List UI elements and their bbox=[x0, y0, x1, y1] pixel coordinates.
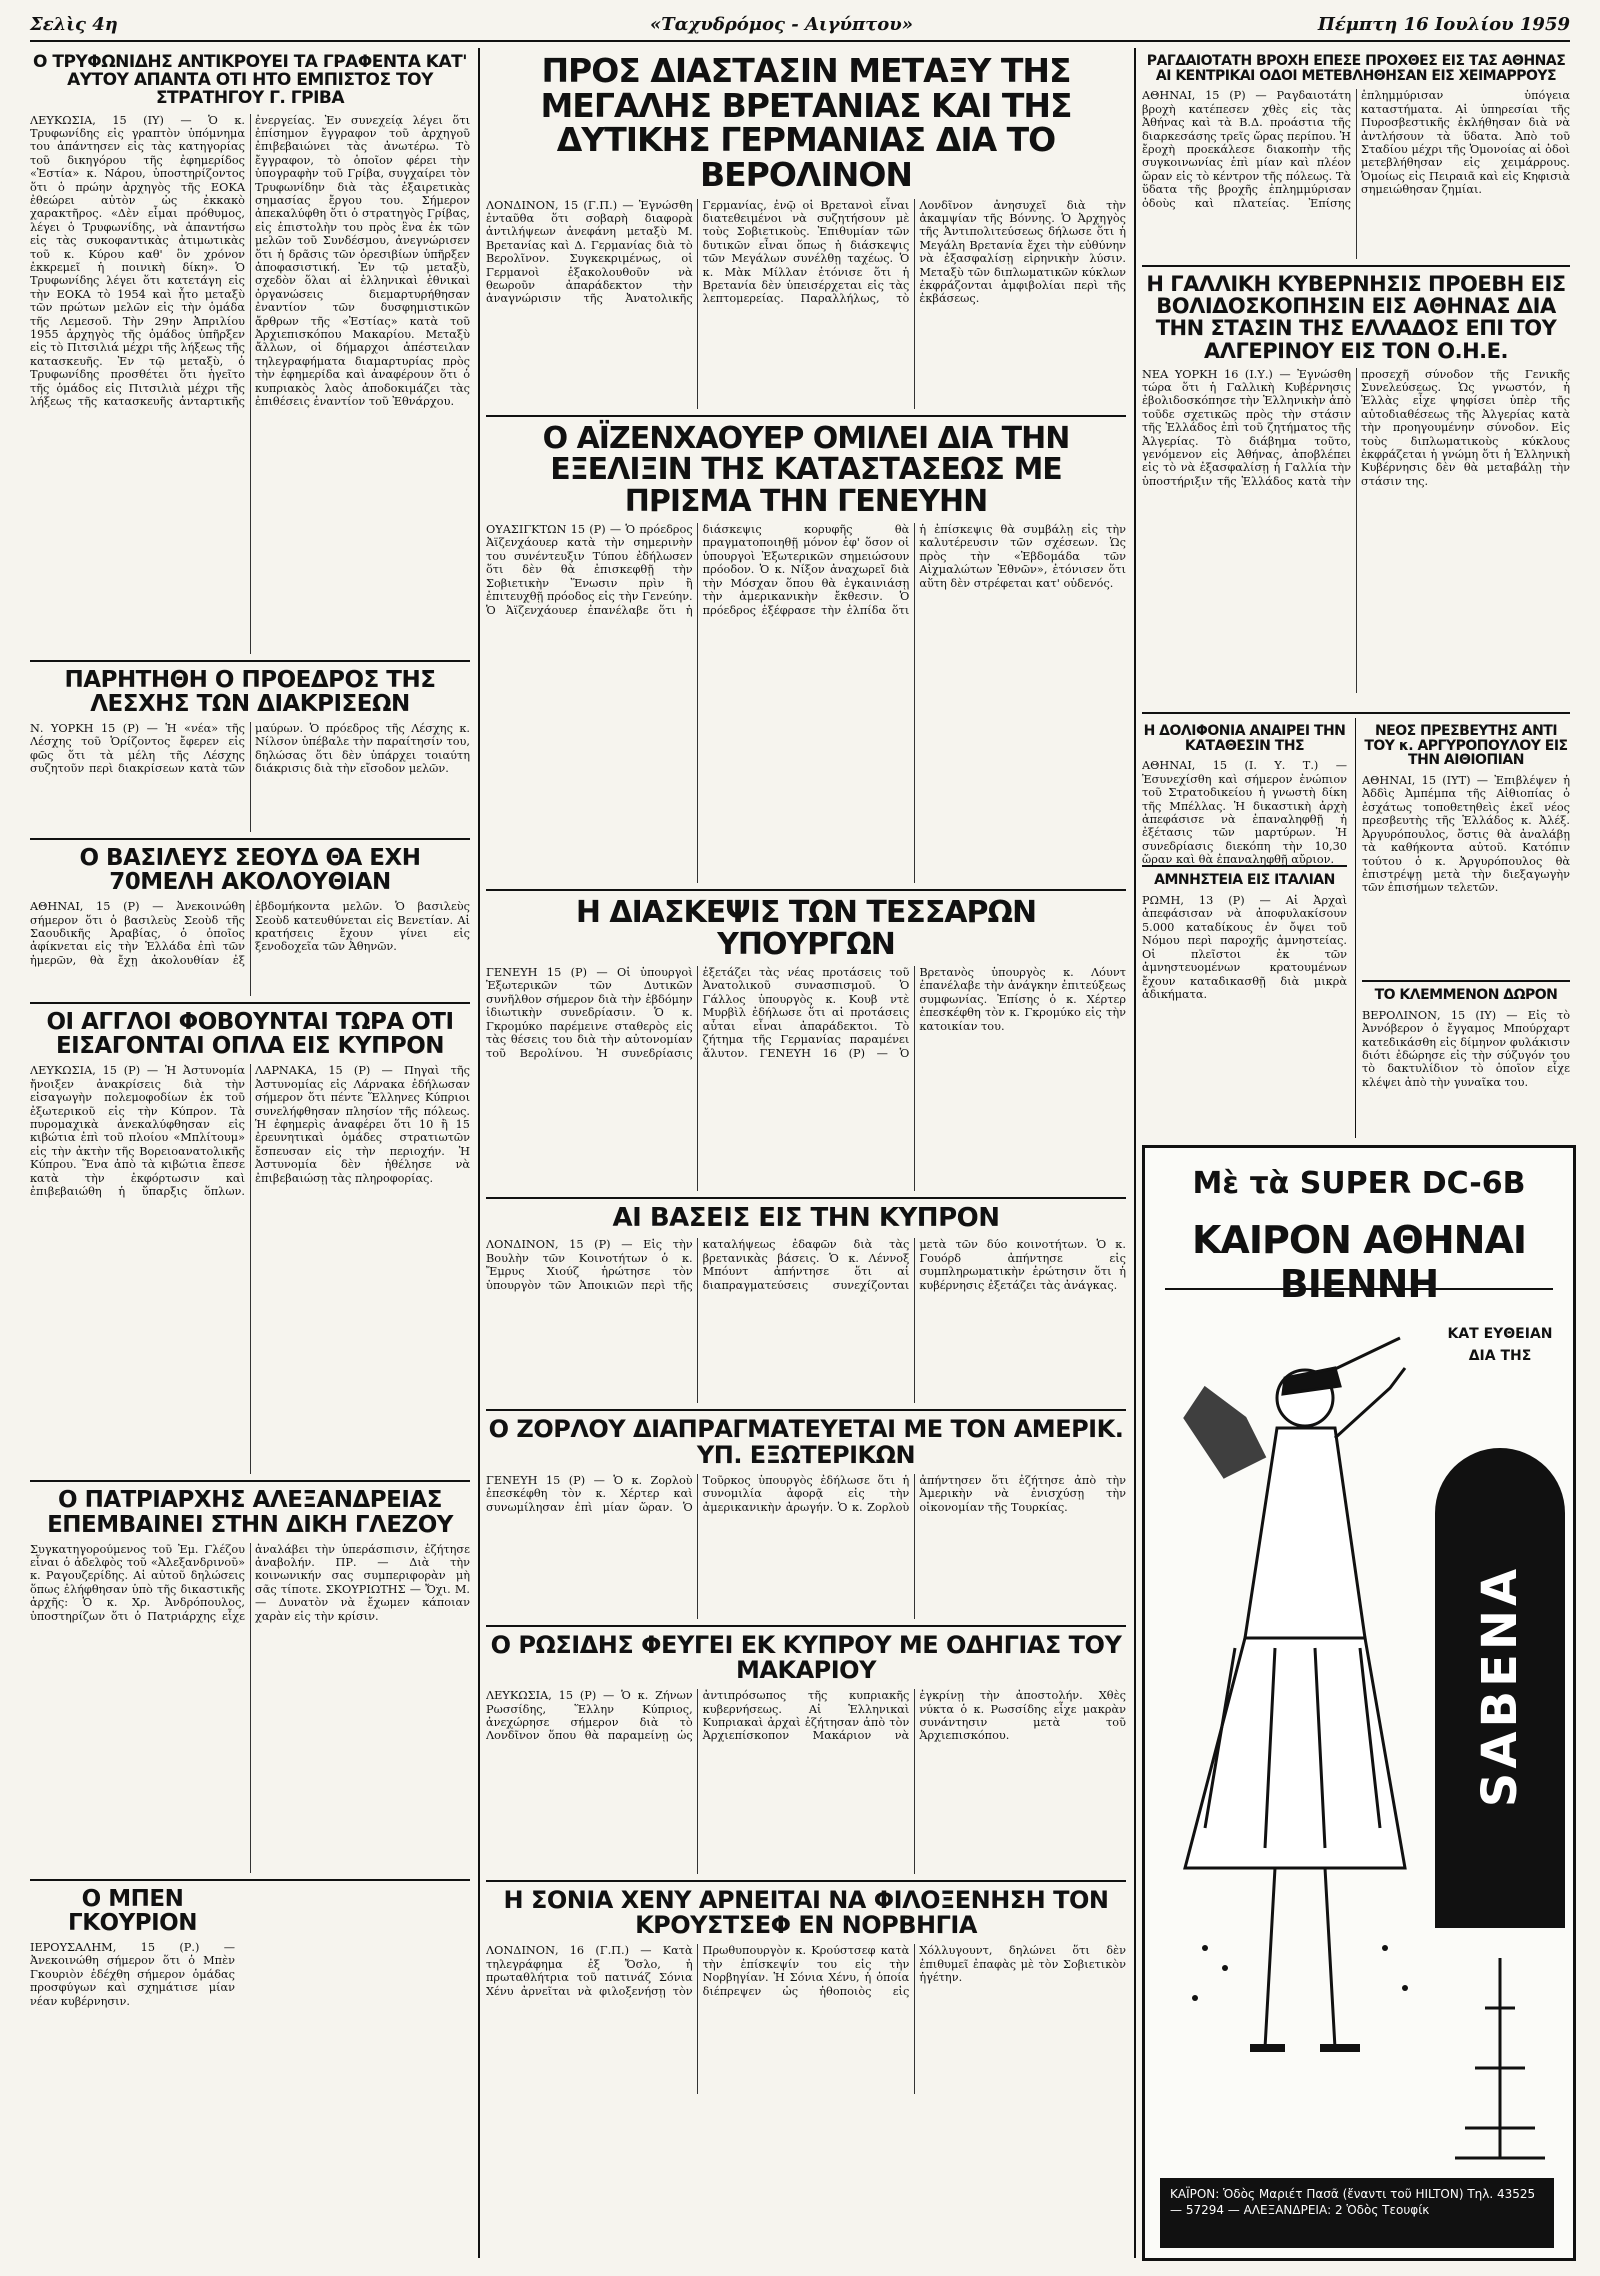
evzone-illustration bbox=[1165, 1308, 1425, 2088]
article-body: ΑΘΗΝΑΙ, 15 (Ρ) — Ἀνεκοινώθη σήμερον ὅτι ὁ βασιλεὺς Σεοὺδ τῆς Σαουδικῆς Ἀραβίας, ὁ ὁποῖος ἀφίκνεται εἰς τὴν Ἑλλάδα ἐπὶ τῶν ἡμερῶν, θὰ ἔχῃ ἀκολουθίαν ἐξ ἑβδομήκοντα μελῶν. Ὁ βασιλεὺς Σεοὺδ κατευθύνεται εἰς Βενετίαν. Αἱ κρατήσεις ἔχουν γίνει εἰς ξενοδοχεῖα τῶν Ἀθηνῶν. bbox=[30, 900, 470, 967]
headline-bella-case: Η ΔΟΛΙΦΟΝΙΑ ΑΝΑΙΡΕΙ ΤΗΝ ΚΑΤΑΘΕΣΙΝ ΤΗΣ bbox=[1143, 723, 1346, 754]
headline-eisenhower: Ο ΑΪΖΕΝΧΑΟΥΕΡ ΟΜΙΛΕΙ ΔΙΑ ΤΗΝ ΕΞΕΛΙΞΙΝ ΤΗΣ ΚΑΤΑΣΤΑΣΕΩΣ ΜΕ ΠΡΙΣΜΑ ΤΗΝ ΓΕΝΕΥΗΝ bbox=[542, 420, 1070, 519]
article-zorlu bbox=[486, 1474, 1126, 1619]
ad-divider bbox=[1165, 1288, 1553, 1290]
headline-amnesty: ΑΜΝΗΣΤΕΙΑ ΕΙΣ ΙΤΑΛΙΑΝ bbox=[1154, 872, 1335, 889]
ad-contact: ΚΑΪΡΟΝ: Ὁδὸς Μαριέτ Πασᾶ (ἔναντι τοῦ HILTON) Τηλ. 43525 — 57294 — ΑΛΕΞΑΝΔΡΕΙΑ: 2 Ὁδὸς Τεουφίκ bbox=[1160, 2178, 1554, 2248]
column-right-narrow bbox=[1142, 718, 1347, 1138]
article-body: Ν. ΥΟΡΚΗ 15 (Ρ) — Ἡ «νέα» τῆς Λέσχης τοῦ Ὁρίζοντος ἔφερεν εἰς φῶς ὅτι τὰ μέλη τῆς Λέσχης συζητοῦν περὶ διακρίσεων κατὰ τῶν μαύρων. Ὁ πρόεδρος τῆς Λέσχης κ. Νίλσον ὑπέβαλε τὴν παραίτησίν του, δηλώσας ὅτι δὲν ὑπάρχει τοιαύτη διάκρισις διὰ τὴν εἴσοδον μελῶν. bbox=[30, 721, 470, 776]
page-number: Σελὶς 4η bbox=[30, 14, 118, 35]
ad-direct: ΚΑΤ ΕΥΘΕΙΑΝ ΔΙΑ ΤΗΣ bbox=[1447, 1326, 1553, 1364]
headline-ambassador: ΝΕΟΣ ΠΡΕΣΒΕΥΤΗΣ ΑΝΤΙ ΤΟΥ κ. ΑΡΓΥΡΟΠΟΥΛΟΥ ΕΙΣ ΤΗΝ ΑΙΘΙΟΠΙΑΝ bbox=[1364, 723, 1568, 769]
headline-rossides: Ο ΡΩΣΙΔΗΣ ΦΕΥΓΕΙ ΕΚ ΚΥΠΡΟΥ ΜΕ ΟΔΗΓΙΑΣ ΤΟΥ ΜΑΚΑΡΙΟΥ bbox=[490, 1630, 1122, 1684]
article-sonja-henie bbox=[486, 1944, 1126, 2094]
divider bbox=[30, 1480, 470, 1482]
divider bbox=[30, 838, 470, 840]
article-body: ΒΕΡΟΛΙΝΟΝ, 15 (ΙΥ) — Εἰς τὸ Ἀννόβερον ὁ ἔγγαμος Μπούρχαρτ κατεδικάσθη εἰς δίμηνον φυλάκισιν διότι ἐδώρησε εἰς τὴν σύζυγόν του τὸ δακτυλίδιον τὸ ὁποῖον εἶχε κλέψει ἀπὸ τὴν γυναῖκα του. bbox=[1362, 1008, 1570, 1089]
article-body: ΛΕΥΚΩΣΙΑ, 15 (Ρ) — Ἡ Ἀστυνομία ἤνοιξεν ἀνακρίσεις διὰ τὴν εἰσαγωγὴν πολεμοφοδίων ἐκ τοῦ ἐξωτερικοῦ εἰς τὴν Κύπρον. Τὰ πυρομαχικὰ ἀνεκαλύφθησαν εἰς κιβώτια ἐπὶ τοῦ πλοίου «Μπλίτουμ» εἰς τὴν ἀκτὴν τῆς Βορειοανατολικῆς Κύπρου. Ἕνα ἀπὸ τὰ κιβώτια ἔπεσε κατὰ τὴν ἐκφόρτωσιν καὶ ἐπιβεβαιώθη ἡ ὕπαρξις ὅπλων. ΛΑΡΝΑΚΑ, 15 (Ρ) — Πηγαὶ τῆς Ἀστυνομίας εἰς Λάρνακα ἐδήλωσαν σήμερον ὅτι πέντε Ἕλληνες Κύπριοι συνελήφθησαν πλησίον τῆς πόλεως. Ἡ ἐφημερὶς ἀναφέρει ὅτι 10 ἢ 15 ἐρευνητικαὶ ὁμάδες στρατιωτῶν ἔσπευσαν εἰς τὴν περιοχήν. Ἡ Ἀστυνομία δὲν ἠθέλησε νὰ ἐπιβεβαιώσῃ τὰς πληροφορίας. bbox=[30, 1064, 470, 1199]
headline-sonja-henie: Η ΣΟΝΙΑ ΧΕΝΥ ΑΡΝΕΙΤΑΙ ΝΑ ΦΙΛΟΞΕΝΗΣΗ ΤΟΝ ΚΡΟΥΣΤΣΕΦ ΕΝ ΝΟΡΒΗΓΙΑ bbox=[503, 1886, 1109, 1940]
column-divider bbox=[1355, 718, 1356, 1138]
column-far-right bbox=[1362, 718, 1570, 1138]
article-body: ΡΩΜΗ, 13 (Ρ) — Αἱ Ἀρχαὶ ἀπεφάσισαν νὰ ἀποφυλακίσουν 5.000 καταδίκους ἐν ὄψει τοῦ Νόμου περὶ παροχῆς ἀμνηστείας. Οἱ πλεῖστοι ἐκ τῶν ἀμνηστευομένων κρατουμένων ἔχουν καταδικασθῇ διὰ μικρὰ ἀδικήματα. bbox=[1142, 894, 1347, 1001]
article-berlin bbox=[486, 199, 1126, 409]
issue-date: Πέμπτη 16 Ιουλίου 1959 bbox=[1317, 14, 1570, 35]
divider bbox=[30, 660, 470, 662]
headline-resignation: ΠΑΡΗΤΗΘΗ Ο ΠΡΟΕΔΡΟΣ ΤΗΣ ΛΕΣΧΗΣ ΤΩΝ ΔΙΑΚΡΙΣΕΩΝ bbox=[64, 666, 436, 717]
article-body: ΛΕΥΚΩΣΙΑ, 15 (ΙΥ) — Ὁ κ. Τρυφωνίδης εἰς γραπτὸν ὑπόμνημα του ἀπάντησεν εἰς τὰς κατηγορίας τοῦ δικηγόρου τῆς ἐφημερίδος «Ἑστία» κ. Νάρου, ὑποστηρίζοντος ὅτι ὁ πρώην ἀρχηγὸς τῆς ΕΟΚΑ ἐθεώρει αὐτὸν ὡς ἐκκακὸ χαρακτῆρος. «Δὲν εἶμαι πρόθυμος, λέγει ὁ Τρυφωνίδης, νὰ ἀπαντήσω εἰς τὰς συκοφαντικὰς ἀτιμωτικὰς τοῦ κ. Κύρου καθ' ὃν χρόνον ἐκκρεμεῖ ἡ ποινικὴ δίκη». Ὁ Τρυφωνίδης λέγει ὅτι κατετάγη εἰς τὴν ΕΟΚΑ τὸ 1954 καὶ ἦτο μεταξὺ τῶν πρώτων μελῶν εἰς τὴν ὁμάδα τῆς Λεμεσοῦ. Τὴν 29ην Ἀπριλίου 1955 ἀρχηγὸς τῆς ὁμάδος ὑπῆρξεν εἰς τὸ Πιτσιλιά μέχρι τῆς λήξεως τῆς κατασκευῆς. Ἐν τῷ μεταξὺ, ὁ Τρυφωνίδης προσθέτει ὅτι ἡγεῖτο τῆς ὁμάδος εἰς Πιτσιλιὰ μέχρι τῆς λήξεως τῆς κατασκευῆς ἀνταρτικῆς ἐνεργείας. Ἐν συνεχείᾳ λέγει ὅτι ἐπίσημον ἔγγραφον τοῦ ἀρχηγοῦ ἐπιβεβαιώνει τὰς ἀνωτέρω. Τὸ ἔγγραφον, τὸ ὁποῖον φέρει τὴν ὑπογραφὴν τοῦ Γρίβα, συγχαίρει τὸν Τρυφωνίδην διὰ τὰς ἐξαιρετικὰς σημασίας ἔργου του. Σήμερον ἀπεκαλύφθη ὅτι ὁ στρατηγὸς Γρίβας, εἰς ἐπιστολὴν του πρὸς ἓνα ἐκ τῶν μελῶν τοῦ Συνδέσμου, ἀνεγνώρισεν ὅτι ἡ δρᾶσις τῶν ὀρεσιβίων ὑπῆρξεν ἀποφασιστική. Ἐν τῷ μεταξὺ, σχεδὸν ὅλαι αἱ ἑλληνικαὶ ἐθνικαὶ ὀργανώσεις διεμαρτυρήθησαν ἐναντίον τῶν δυσφημιστικῶν ἄρθρων τῆς «Ἑστίας» κατὰ τοῦ Ἀρχιεπισκόπου Μακαρίου. Μεταξὺ ἄλλων, οἱ δήμαρχοι ἀπέστειλαν τηλεγραφήματα διαμαρτυρίας πρὸς τὴν ἐφημερίδα καὶ ἀναφέρουν ὅτι ὁ κυπριακὸς λαὸς ἀποδοκιμάζει τὰς ἐπιθέσεις ἐναντίον τοῦ Ἐθνάρχου. bbox=[30, 113, 470, 409]
article-body: ΛΟΝΔΙΝΟΝ, 15 (Ρ) — Εἰς τὴν Βουλὴν τῶν Κοινοτήτων ὁ κ. Ἔμρυς Χιούζ ἠρώτησε τὸν ὑπουργὸν τῶν Ἀποικιῶν περὶ τῆς καταλήψεως ἐδαφῶν διὰ τὰς βρετανικὰς βάσεις. Ὁ κ. Λέννοξ Μπόυντ ἀπήντησε ὅτι αἱ διαπραγματεύσεις συνεχίζονται μετὰ τῶν δύο κοινοτήτων. Ὁ κ. Γουόρδ ἀπήντησε εἰς συμπληρωματικὴν ἐρώτησιν ὅτι ἡ κυβέρνησις ἐξετάζει τὰς ἀνάγκας. bbox=[486, 1238, 1126, 1292]
column-right-upper bbox=[1142, 48, 1570, 708]
article-body: ΛΟΝΔΙΝΟΝ, 16 (Γ.Π.) — Κατὰ τηλεγράφημα ἐξ Ὄσλο, ἡ πρωταθλήτρια τοῦ πατινάζ Σόνια Χένυ ἀρνεῖται νὰ φιλοξενήσῃ τὸν Πρωθυπουργὸν κ. Κρούστσεφ κατὰ τὴν ἐπίσκεψίν του εἰς τὴν Νορβηγίαν. Ἡ Σόνια Χένυ, ἡ ὁποία διέπρεψεν ὡς ἠθοποιὸς εἰς Χόλλυγουντ, δηλώνει ὅτι δὲν ἐπιθυμεῖ ἐπαφὰς μὲ τὸν Σοβιετικὸν ἡγέτην. bbox=[486, 1944, 1126, 1998]
ad-tagline: Μὲ τὰ SUPER DC-6B bbox=[1192, 1166, 1526, 1201]
divider bbox=[486, 889, 1126, 891]
article-body: ΑΘΗΝΑΙ, 15 (Ι. Υ. Τ.) — Ἐσυνεχίσθη καὶ σήμερον ἐνώπιον τοῦ Στρατοδικείου ἡ γνωστὴ δίκη τῆς Μπέλλας. Ἡ δικαστικὴ ἀρχὴ ἀπεφάσισε νὰ ἐπαναληφθῇ ἡ ἐξέτασις τῶν μαρτύρων. Ἡ συνεδρίασις διεκόπη τὴν 10,30 ὥραν καὶ θὰ ἐπαναληφθῇ αὔριον. bbox=[1142, 759, 1347, 867]
article-body: ΓΕΝΕΥΗ 15 (Ρ) — Ὁ κ. Ζορλοὺ ἐπεσκέφθη τὸν κ. Χέρτερ καὶ συνωμίλησαν ἐπὶ μίαν ὥραν. Ὁ Τοῦρκος ὑπουργὸς ἐδήλωσε ὅτι ἡ συνομιλία ἀφορᾷ εἰς τὴν ἀμερικανικὴν ἀρωγήν. Ὁ κ. Ζορλοὺ ἀπήντησεν ὅτι ἐζήτησε ἀπὸ τὴν Ἀμερικὴν νὰ ἐνισχύσῃ τὴν οἰκονομίαν τῆς Τουρκίας. bbox=[486, 1473, 1126, 1514]
headline-four-ministers: Η ΔΙΑΣΚΕΨΙΣ ΤΩΝ ΤΕΣΣΑΡΩΝ ΥΠΟΥΡΓΩΝ bbox=[575, 895, 1037, 962]
article-stolen-gift bbox=[1362, 1009, 1570, 1109]
article-body: ΙΕΡΟΥΣΑΛΗΜ, 15 (Ρ.) — Ἀνεκοινώθη σήμερον ὅτι ὁ Μπὲν Γκουριὸν ἐδέχθη σήμερον ὁμάδας προσφύγων καὶ σχημάτισε μίαν νέαν κυβέρνησιν. bbox=[30, 1940, 235, 2008]
column-divider bbox=[478, 48, 480, 2258]
column-divider bbox=[1134, 48, 1136, 2258]
article-rain-athens bbox=[1142, 89, 1570, 259]
sabena-logo-pillar bbox=[1435, 1448, 1565, 1928]
article-rossides bbox=[486, 1689, 1126, 1874]
article-saud bbox=[30, 900, 470, 996]
newspaper-name: «Ταχυδρόμος - Αιγύπτου» bbox=[650, 14, 914, 35]
article-body: ΑΘΗΝΑΙ, 15 (ΙΥΤ) — Ἐπιβλέψεν ἡ Ἀδδὶς Ἀμπέμπα τῆς Αἰθιοπίας ὁ ἐσχάτως τοποθετηθεὶς ἐκεῖ νέος πρεσβευτὴς τῆς Ἑλλάδος κ. Ἀλέξ. Ἀργυρόπουλος, ὅστις θὰ ἀναλάβῃ τὰ καθήκοντα αὐτοῦ. Κατόπιν τούτου ὁ κ. Ἀργυρόπουλος θὰ ἐπιστρέψῃ μετὰ τὴν διεξαγωγὴν τῶν ἐπισήμων τελετῶν. bbox=[1362, 774, 1570, 895]
headline-ben-gurion: Ο ΜΠΕΝ ΓΚΟΥΡΙΟΝ bbox=[68, 1885, 197, 1936]
article-body: ΛΕΥΚΩΣΙΑ, 15 (Ρ) — Ὁ κ. Ζήνων Ρωσσίδης, Ἕλλην Κύπριος, ἀνεχώρησε σήμερον διὰ τὸ Λονδῖνον ὅπου θὰ παραμείνῃ ὡς ἀντιπρόσωπος τῆς κυπριακῆς κυβερνήσεως. Αἱ Ἑλληνικαὶ Κυπριακαὶ ἀρχαὶ ἐζήτησαν ἀπὸ τὸν Ἀρχιεπίσκοπον Μακάριον νὰ ἐγκρίνῃ τὴν ἀποστολήν. Χθὲς νύκτα ὁ κ. Ρωσσίδης εἶχε μακρὰν συνάντησιν μετὰ τοῦ Ἀρχιεπισκόπου. bbox=[486, 1689, 1126, 1743]
headline-algeria: Η ΓΑΛΛΙΚΗ ΚΥΒΕΡΝΗΣΙΣ ΠΡΟΕΒΗ ΕΙΣ ΒΟΛΙΔΟΣΚΟΠΗΣΙΝ ΕΙΣ ΑΘΗΝΑΣ ΔΙΑ ΤΗΝ ΣΤΑΣΙΝ ΤΗΣ ΕΛΛΑΔΟΣ ΕΠΙ ΤΟΥ ΑΛΓΕΡΙΝΟΥ ΕΙΣ ΤΟΝ Ο.Η.Ε. bbox=[1146, 272, 1566, 363]
article-eisenhower bbox=[486, 523, 1126, 883]
article-body: ΟΥΑΣΙΓΚΤΩΝ 15 (Ρ) — Ὁ πρόεδρος Ἀϊζενχάουερ κατὰ τὴν σημερινὴν του συνέντευξιν Τύπου ἐδήλωσεν ὅτι δὲν θὰ ἐπισκεφθῇ τὴν Σοβιετικὴν Ἕνωσιν πρὶν ἢ ἐπιτευχθῇ πρόοδος εἰς τὴν Γενεύην. Ὁ Ἀϊζενχάουερ ἐπανέλαβε ὅτι ἡ διάσκεψις κορυφῆς θὰ πραγματοποιηθῇ μόνον ἐφ' ὅσον οἱ ὑπουργοὶ Ἐξωτερικῶν σημειώσουν πρόοδον. Ὁ κ. Νίξον ἀναχωρεῖ διὰ τὴν Μόσχαν ὅπου θὰ ἐγκαινιάσῃ τὴν ἀμερικανικὴν ἔκθεσιν. Ὁ πρόεδρος ἐξέφρασε τὴν ἐλπίδα ὅτι ἡ ἐπίσκεψις θὰ συμβάλῃ εἰς τὴν καλυτέρευσιν τῶν σχέσεων. Ὡς πρὸς τὴν «Ἑβδομάδα τῶν Αἰχμαλώτων Ἐθνῶν», ἐτόνισεν ὅτι αὕτη δὲν στρέφεται κατ' οὐδενός. bbox=[486, 523, 1126, 617]
article-arms-cyprus bbox=[30, 1064, 470, 1474]
article-bases-cyprus bbox=[486, 1238, 1126, 1403]
airplane-tower-icon bbox=[1445, 1948, 1555, 2168]
divider bbox=[486, 1409, 1126, 1411]
column-left bbox=[30, 48, 470, 2258]
sabena-advertisement bbox=[1142, 1145, 1576, 2261]
article-ben-gurion bbox=[30, 1941, 235, 2021]
article-body: ΓΕΝΕΥΗ 15 (Ρ) — Οἱ ὑπουργοὶ Ἐξωτερικῶν τῶν Δυτικῶν συνῆλθον σήμερον διὰ τὴν ἑβδόμην ἰδιωτικὴν συνεδρίασιν. Ὁ κ. Γκρομύκο παρέμεινε σταθερὸς εἰς τὰς θέσεις του διὰ τὴν αὐτονομίαν τοῦ Βερολίνου. Ἡ συνεδρίασις ἐξετάζει τὰς νέας προτάσεις τοῦ Ἀνατολικοῦ συνασπισμοῦ. Ὁ Γάλλος ὑπουργὸς κ. Κουβ ντὲ Μυρβὶλ ἐδήλωσε ὅτι αἱ προτάσεις αὗται εἶναι ἀπαράδεκτοι. Τὸ ζήτημα τῆς Γερμανίας παραμένει ἄλυτον. ΓΕΝΕΥΗ 16 (Ρ) — Ὁ Βρετανὸς ὑπουργὸς κ. Λόυντ ἐπανέλαβε τὴν ἀνάγκην ἐπιτεύξεως συμφωνίας. Ἐπίσης ὁ κ. Χέρτερ ἐπεσκέφθη τὸν κ. Γκρομύκο εἰς τὴν κατοικίαν του. bbox=[486, 966, 1126, 1060]
divider bbox=[1142, 265, 1570, 267]
divider bbox=[486, 1880, 1126, 1882]
headline-zorlu: Ο ΖΟΡΛΟΥ ΔΙΑΠΡΑΓΜΑΤΕΥΕΤΑΙ ΜΕ ΤΟΝ ΑΜΕΡΙΚ. ΥΠ. ΕΞΩΤΕΡΙΚΩΝ bbox=[488, 1415, 1124, 1469]
divider bbox=[30, 1879, 470, 1881]
divider bbox=[486, 415, 1126, 417]
article-tryfonidis bbox=[30, 114, 470, 654]
sabena-brand: SABENA bbox=[1472, 1564, 1528, 1808]
article-four-ministers bbox=[486, 966, 1126, 1191]
headline-tryfonidis: Ο ΤΡΥΦΩΝΙΔΗΣ ΑΝΤΙΚΡΟΥΕΙ ΤΑ ΓΡΑΦΕΝΤΑ ΚΑΤ' ΑΥΤΟΥ ΑΠΑΝΤΑ ΟΤΙ ΗΤΟ ΕΜΠΙΣΤΟΣ ΤΟΥ ΣΤΡΑΤΗΓΟΥ Γ. ΓΡΙΒΑ bbox=[33, 52, 467, 108]
article-body: ΑΘΗΝΑΙ, 15 (Ρ) — Ραγδαιοτάτη βροχὴ κατέπεσεν χθὲς εἰς τὰς Ἀθήνας καὶ τὰ Β.Δ. προάστια τῆς διαρκεσάσης τρεῖς ὥρας περίπου. Ἡ ἔροχὴ προεκάλεσε διακοπὴν τῆς συγκοινωνίας ἐπὶ μίαν καὶ πλέον ὥραν εἰς τὸ κέντρον τῆς πόλεως. Τὰ ὕδατα τῆς βροχῆς ἐπλημμύρισαν ὁδοὺς καὶ πλατείας. Ἐπίσης ἐπλημμύρισαν ὑπόγεια καταστήματα. Αἱ ὑπηρεσίαι τῆς Πυροσβεστικῆς ἐκλήθησαν διὰ νὰ ἀντλήσουν τὰ ὕδατα. Ἀπὸ τοῦ Σταδίου μέχρι τῆς Ὁμονοίας αἱ ὁδοὶ μετεβλήθησαν εἰς χειμάρρους. Ὁμοίως εἰς Πειραιᾶ καὶ εἰς Κηφισιὰ σημειώθησαν ζημίαι. bbox=[1142, 89, 1570, 210]
article-body: ΝΕΑ ΥΟΡΚΗ 16 (Ι.Υ.) — Ἐγνώσθη τώρα ὅτι ἡ Γαλλικὴ Κυβέρνησις ἐβολιδοσκόπησε τὴν Ἑλληνικὴν ἀπὸ τοῦδε σχετικῶς πρὸς τὴν στάσιν τῆς Ἑλλάδος ἐπὶ τοῦ ζητήματος τῆς Ἀλγερίας. Τὸ διάβημα τοῦτο, γενόμενον εἰς Ἀθήνας, ἀποβλέπει εἰς τὸ νὰ ἐξασφαλίσῃ ἡ Γαλλία τὴν ὑποστήριξιν τῆς Ἑλλάδος κατὰ τὴν προσεχῆ σύνοδον τῆς Γενικῆς Συνελεύσεως. Ὡς γνωστόν, ἡ Ἑλλὰς εἶχε ψηφίσει ὑπὲρ τῆς αὐτοδιαθέσεως τῆς Ἀλγερίας κατὰ τὴν προηγουμένην σύνοδον. Εἰς τοὺς διπλωματικοὺς κύκλους ἐκφράζεται ἡ γνώμη ὅτι ἡ Ἑλληνικὴ Κυβέρνησις δὲν θὰ μεταβάλῃ τὴν στάσιν της. bbox=[1142, 367, 1570, 488]
divider bbox=[486, 1625, 1126, 1627]
headline-rain-athens: ΡΑΓΔΑΙΟΤΑΤΗ ΒΡΟΧΗ ΕΠΕΣΕ ΠΡΟΧΘΕΣ ΕΙΣ ΤΑΣ ΑΘΗΝΑΣ ΑΙ ΚΕΝΤΡΙΚΑΙ ΟΔΟΙ ΜΕΤΕΒΛΗΘΗΣΑΝ ΕΙΣ ΧΕΙΜΑΡΡΟΥΣ bbox=[1146, 53, 1566, 84]
article-algeria bbox=[1142, 368, 1570, 693]
headline-berlin: ΠΡΟΣ ΔΙΑΣΤΑΣΙΝ ΜΕΤΑΞΥ ΤΗΣ ΜΕΓΑΛΗΣ ΒΡΕΤΑΝΙΑΣ ΚΑΙ ΤΗΣ ΔΥΤΙΚΗΣ ΓΕΡΜΑΝΙΑΣ ΔΙΑ ΤΟ ΒΕΡΟΛΙΝΟΝ bbox=[540, 51, 1072, 194]
article-amnesty bbox=[1142, 894, 1347, 1089]
headline-stolen-gift: ΤΟ ΚΛΕΜΜΕΝΟΝ ΔΩΡΟΝ bbox=[1374, 987, 1558, 1004]
article-body: Συγκατηγορούμενος τοῦ Ἐμ. Γλέζου εἶναι ὁ ἀδελφὸς τοῦ «Ἀλεξανδρινοῦ» κ. Ραγουζερίδης. Αἱ αὐτοῦ δηλώσεις ὅπως ἐλήφθησαν ὑπὸ τῆς δικαστικῆς ἀρχῆς: Ὁ κ. Χρ. Ἀνδρόπουλος, ὑποστηρίζων ὅτι ὁ Πατριάρχης εἶχε ἀναλάβει τὴν ὑπεράσπισιν, ἐζήτησε ἀναβολήν. ΠΡ. — Διὰ τὴν κοινωνικήν σας συμπεριφορὰν μὴ σᾶς τίποτε. ΣΚΟΥΡΙΩΤΗΣ — Ὄχι. Μ. — Δυνατὸν νὰ ἔχωμεν κάποιαν χαρὰν εἰς τὴν κρίσιν. bbox=[30, 1542, 470, 1623]
headline-bases-cyprus: ΑΙ ΒΑΣΕΙΣ ΕΙΣ ΤΗΝ ΚΥΠΡΟΝ bbox=[612, 1203, 1000, 1234]
divider bbox=[486, 1197, 1126, 1199]
article-patriarch bbox=[30, 1543, 470, 1873]
headline-patriarch: Ο ΠΑΤΡΙΑΡΧΗΣ ΑΛΕΞΑΝΔΡΕΙΑΣ ΕΠΕΜΒΑΙΝΕΙ ΣΤΗΝ ΔΙΚΗ ΓΛΕΖΟΥ bbox=[47, 1487, 453, 1538]
headline-arms-cyprus: ΟΙ ΑΓΓΛΟΙ ΦΟΒΟΥΝΤΑΙ ΤΩΡΑ ΟΤΙ ΕΙΣΑΓΟΝΤΑΙ ΟΠΛΑ ΕΙΣ ΚΥΠΡΟΝ bbox=[46, 1009, 454, 1060]
headline-saud: Ο ΒΑΣΙΛΕΥΣ ΣΕΟΥΔ ΘΑ ΕΧΗ 70ΜΕΛΗ ΑΚΟΛΟΥΘΙΑΝ bbox=[79, 844, 421, 895]
divider bbox=[1142, 712, 1570, 714]
article-ambassador bbox=[1362, 774, 1570, 974]
article-resignation bbox=[30, 722, 470, 832]
article-bella-case bbox=[1142, 759, 1347, 867]
divider bbox=[30, 1002, 470, 1004]
ad-route: ΚΑΙΡΟΝ ΑΘΗΝΑΙ ΒΙΕΝΝΗ bbox=[1191, 1218, 1527, 1306]
divider bbox=[1362, 980, 1570, 982]
column-center bbox=[486, 48, 1126, 2258]
article-body: ΛΟΝΔΙΝΟΝ, 15 (Γ.Π.) — Ἐγνώσθη ἐνταῦθα ὅτι σοβαρὴ διαφορὰ ἀντιλήψεων ἀνεφάνη μεταξὺ Μ. Βρετανίας καὶ Δ. Γερμανίας διὰ τὸ Βερολῖνον. Συγκεκριμένως, οἱ Γερμανοὶ ἐξακολουθοῦν νὰ θεωροῦν ἀπαράδεκτον τὴν ἀναγνώρισιν τῆς Ἀνατολικῆς Γερμανίας, ἐνῷ οἱ Βρετανοὶ εἶναι διατεθειμένοι νὰ συζητήσουν μὲ τοὺς Σοβιετικοὺς. Ἐπιθυμίαν τῶν δυτικῶν εἶναι ὅπως ἡ διάσκεψις τῶν Μεγάλων συνέλθῃ ταχέως. Ὁ κ. Μὰκ Μίλλαν ἐτόνισε ὅτι ἡ Βρετανία δὲν ὑπεισέρχεται εἰς τὰς λεπτομερείας. Παραλλήλως, τὸ Λονδῖνον ἀνησυχεῖ διὰ τὴν ἀκαμψίαν τῆς Βόννης. Ὁ Ἀρχηγὸς τῆς Ἀντιπολιτεύσεως δήλωσε ὅτι ἡ Μεγάλη Βρετανία ἔχει τὴν εὐθύνην νὰ ἐξασφαλίσῃ εἰρηνικὴν λύσιν. Μεταξὺ τῶν διπλωματικῶν κύκλων ἐκφράζονται ἀμφιβολίαι περὶ τῆς ἐκβάσεως. bbox=[486, 198, 1126, 306]
page-header bbox=[30, 10, 1570, 42]
